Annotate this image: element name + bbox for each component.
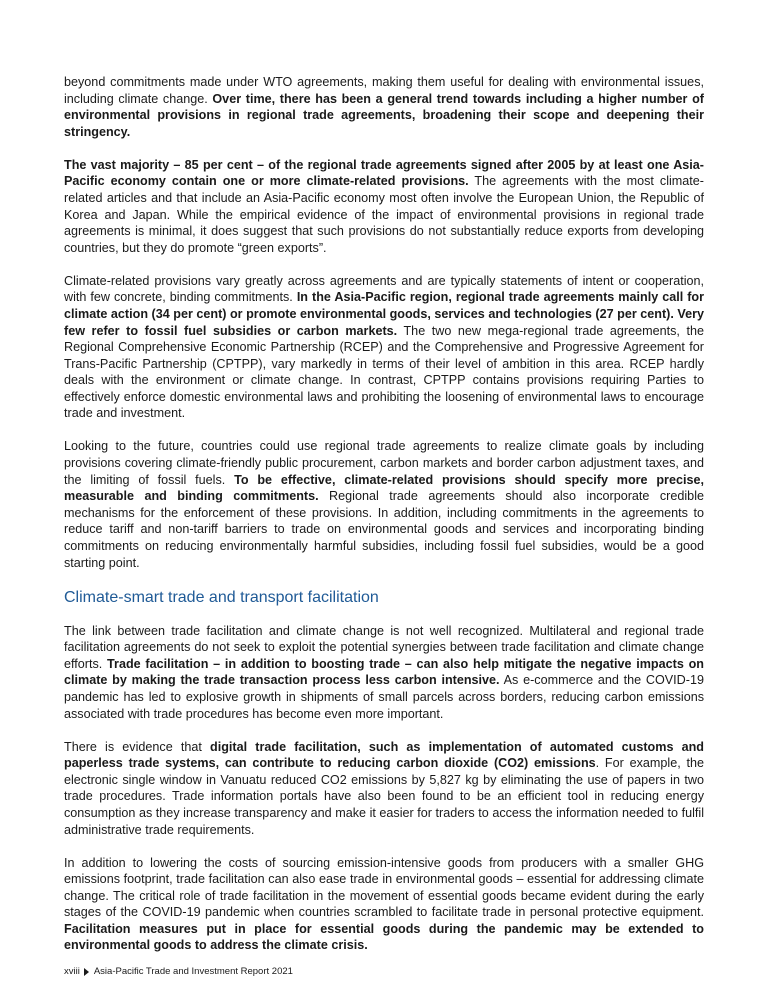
page-footer [64,966,293,978]
text-run: There is evidence that [64,739,211,754]
text-run: The link between trade facilitation and climate change is not well recognized. Multilateral and regional trade facilitation agreements do not seek to exploit the potential synergies between trade facilitation and climate change efforts. [64,623,704,671]
bold-text-run: digital trade facilitation, such as implementation of automated customs and paperless trade systems, can contribute to reducing carbon dioxide (CO2) emissions [64,739,704,771]
text-run: . For example, the electronic single window in Vanuatu reduced CO2 emissions by 5,827 kg by eliminating the use of papers in two trade procedures. Trade information portals have also been found to be an efficient tool in reducing energy consumption as they increase transparency and make it easier for traders to access the information needed to fulfil administrative trade requirements. [64,756,704,837]
text-run: Regional trade agreements should also incorporate credible mechanisms for the enforcement of these provisions. In addition, including commitments in the agreements to reduce tariff and non-tariff barriers to trade on environmental goods and services and incorporating binding commitments on reducing environmentally harmful subsidies, including fossil fuel subsidies, would be a good starting point. [64,489,704,570]
text-run: In addition to lowering the costs of sourcing emission-intensive goods from producers with a smaller GHG emissions footprint, trade facilitation can also ease trade in environmental goods – essential for addressing climate change. The critical role of trade facilitation in the movement of essential goods became evident during the early stages of the COVID-19 pandemic when countries scrambled to facilitate trade in personal protective equipment. [64,855,704,920]
section-heading: Climate-smart trade and transport facilitation [64,588,379,606]
text-run: beyond commitments made under WTO agreements, making them useful for dealing with environmental issues, including climate change. [64,75,704,106]
report-title: Asia-Pacific Trade and Investment Report 2021 [93,966,293,977]
paragraph [64,855,704,955]
section-trade-facilitation [64,623,704,954]
bold-text-run: To be effective, climate-related provisions should specify more precise, measurable and binding commitments. [64,472,704,504]
triangle-bullet-icon [84,968,89,976]
bold-text-run: Facilitation measures put in place for essential goods during the pandemic may be extended to environmental goods to address the climate crisis. [64,921,704,953]
bold-text-run: In the Asia-Pacific region, regional trade agreements mainly call for climate action (34 per cent) or promote environmental goods, services and technologies (27 per cent). Very few refer to fossil fuel subsidies or carbon markets. [64,290,705,338]
paragraph [64,273,704,422]
text-run: As e-commerce and the COVID-19 pandemic has led to explosive growth in shipments of small parcels across borders, reducing carbon emissions associated with trade procedures has become even more important. [64,673,704,721]
bold-text-run: Trade facilitation – in addition to boosting trade – can also help mitigate the negative impacts on climate by making the trade transaction process less carbon intensive. [64,656,704,688]
text-run: Climate-related provisions vary greatly across agreements and are typically statements of intent or cooperation, with few concrete, binding commitments. [64,273,704,305]
text-run: Looking to the future, countries could use regional trade agreements to realize climate goals by including provisions covering climate-friendly public procurement, carbon markets and border carbon adjustment taxes, and the limiting of fossil fuels. [64,439,704,487]
paragraph [64,74,704,140]
paragraph [64,157,704,257]
paragraph [64,438,704,571]
bold-text-run: Over time, there has been a general trend towards including a higher number of environmental provisions in regional trade agreements, broadening their scope and deepening their stringency. [64,91,704,139]
paragraph [64,739,704,839]
paragraph [64,623,704,723]
bold-text-run: The vast majority – 85 per cent – of the regional trade agreements signed after 2005 by at least one Asia-Pacific economy contain one or more climate-related provisions. [64,157,704,189]
page-body [64,74,704,970]
page-number: xviii [64,966,80,977]
text-run: The two new mega-regional trade agreements, the Regional Comprehensive Economic Partnership (RCEP) and the Comprehensive and Progressive Agreement for Trans-Pacific Partnership (CPTPP), vary markedly in terms of their level of ambition in this area. RCEP hardly deals with the environment or climate change. In contrast, CPTPP contains provisions requiring Parties to effectively enforce domestic environmental laws and prohibiting the loosening of environmental laws to encourage trade and investment. [64,323,704,421]
section-regional-trade-agreements [64,74,704,571]
text-run: The agreements with the most climate-related articles and that include an Asia-Pacific economy most often involve the European Union, the Republic of Korea and Japan. While the empirical evidence of the impact of environmental provisions in regional trade agreements is minimal, it does suggest that such provisions do not substantially reduce exports from developing countries, but they do promote “green exports”. [64,174,704,255]
